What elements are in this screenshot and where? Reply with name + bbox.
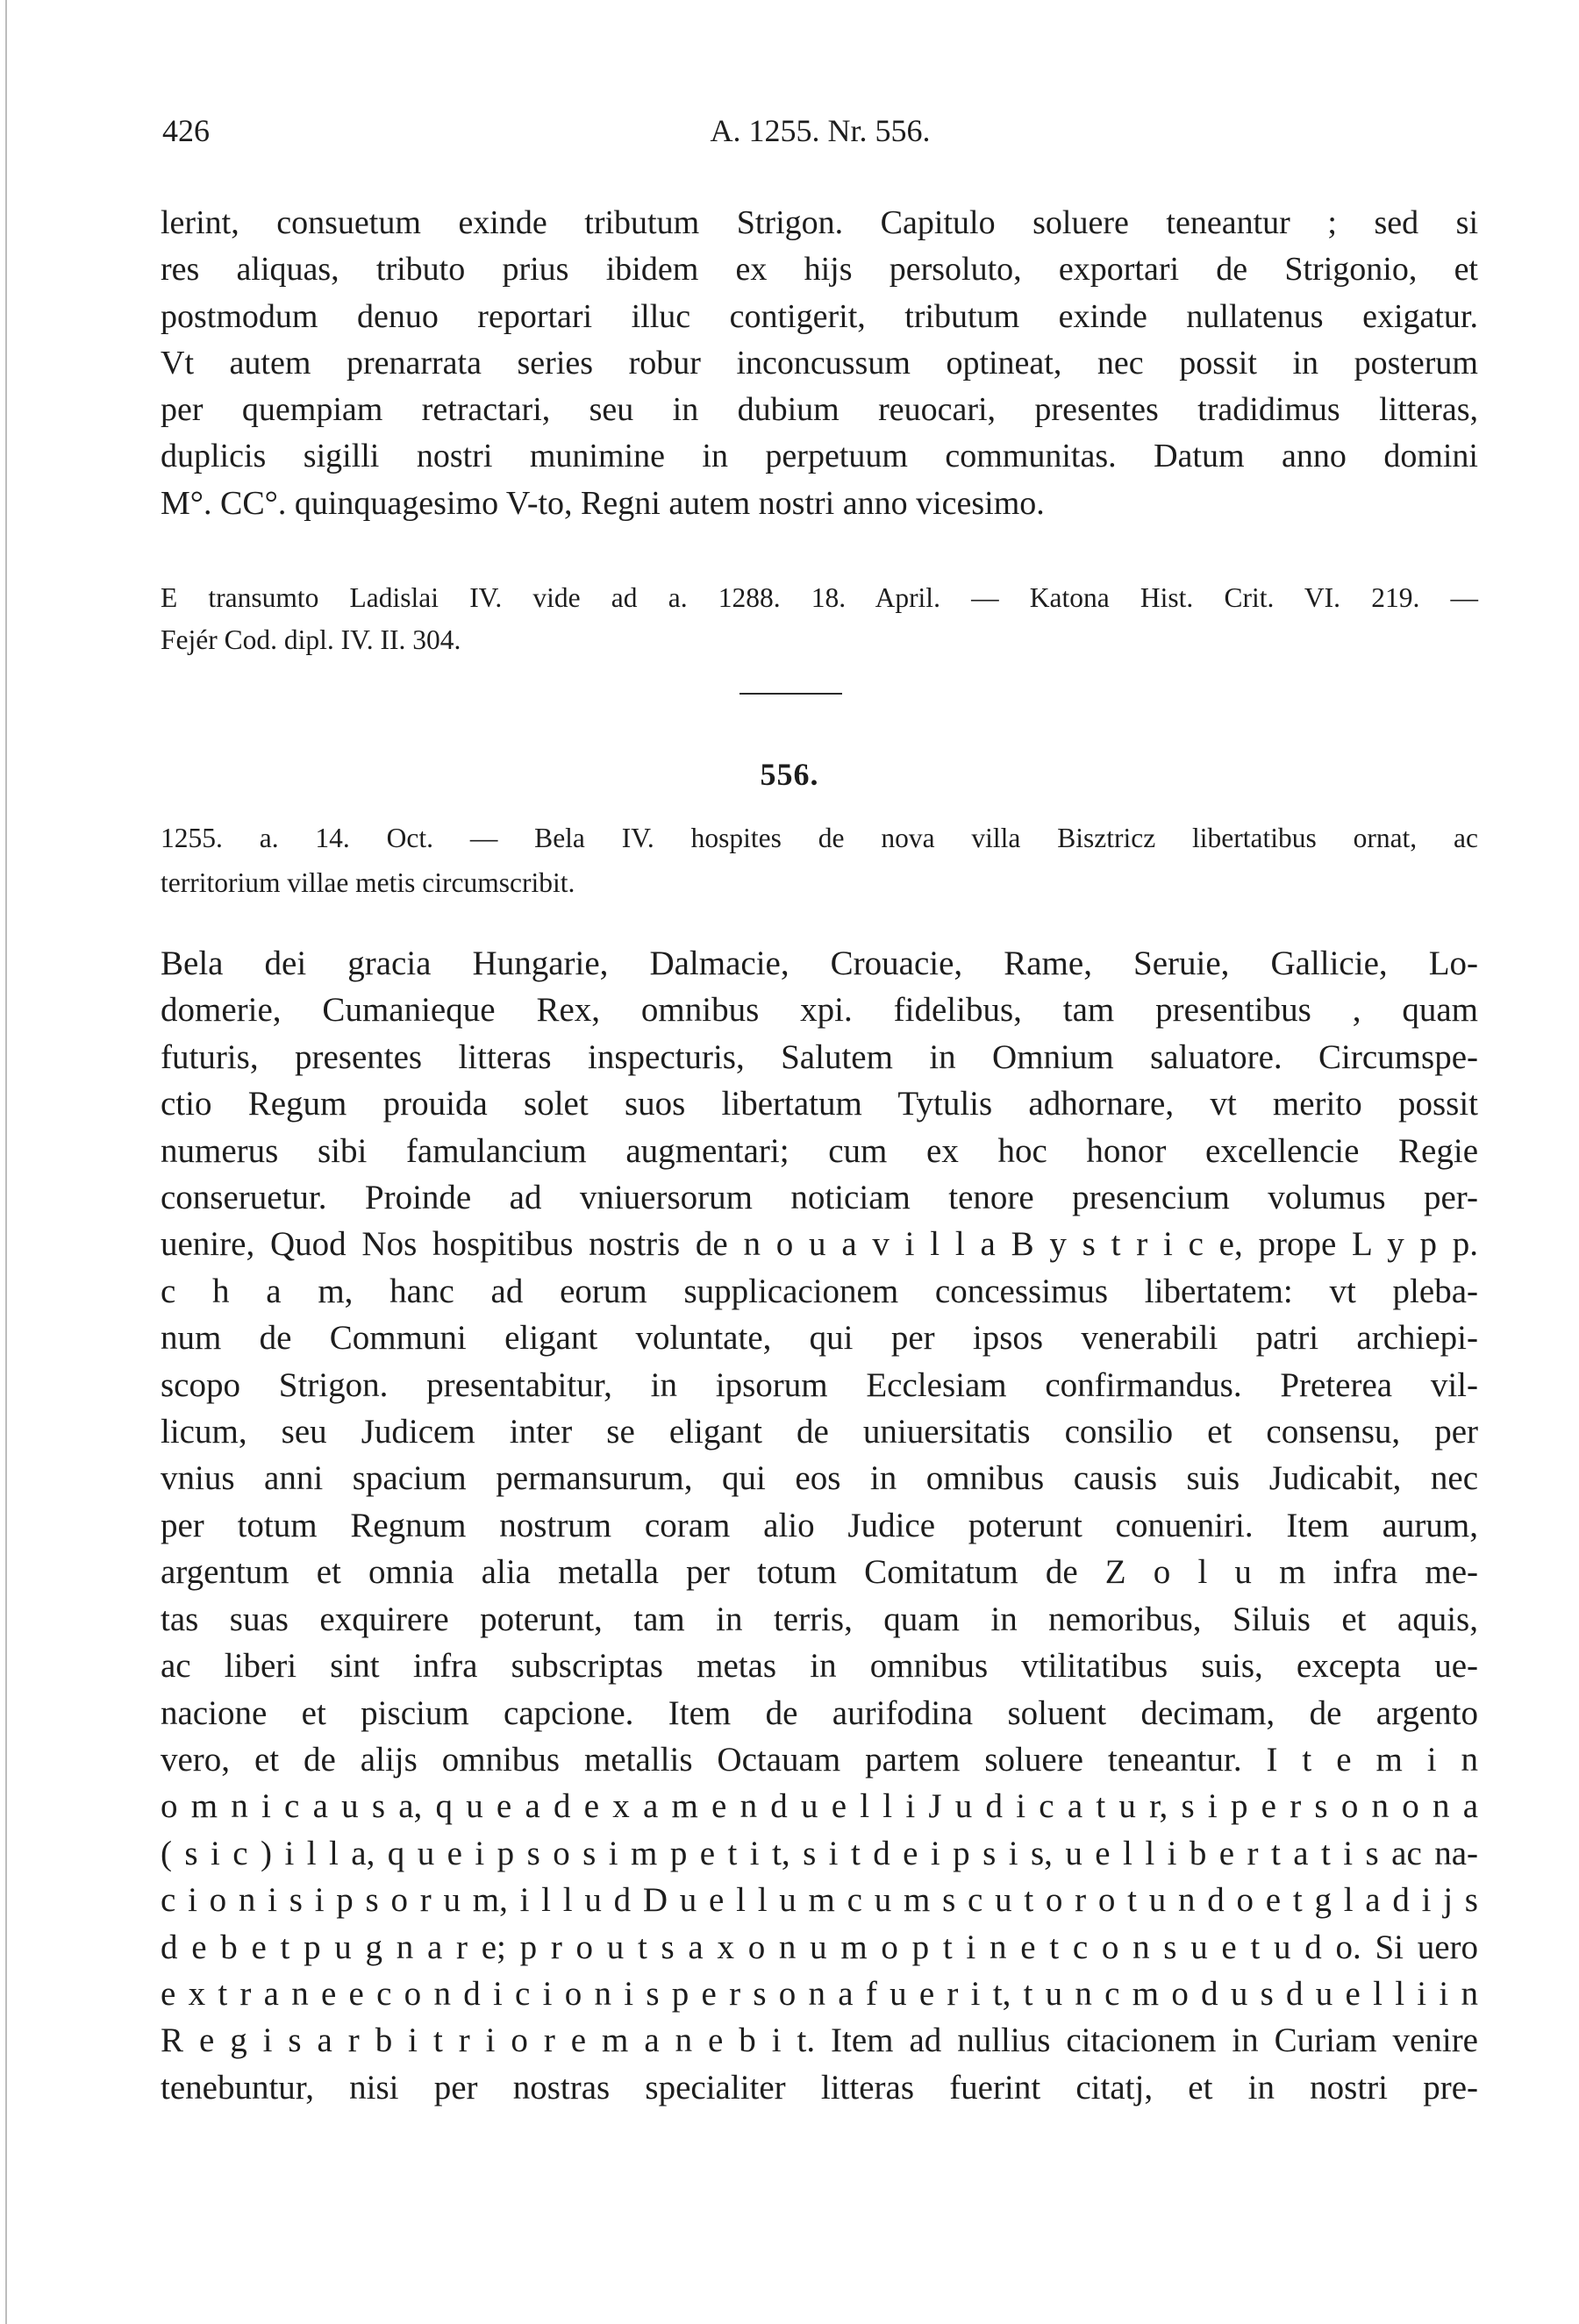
text-line: Vt autem prenarrata series robur inconcussum optineat, nec possit in posterum xyxy=(161,344,1478,381)
text-line: ( s i c ) i l l a, q u e i p s o s i m p e t i t, s i t d e i p s i s, u e l l i b e r t a t i s ac na- xyxy=(161,1834,1478,1872)
text-line: licum, seu Judicem inter se eligant de uniuersitatis consilio et consensu, per xyxy=(161,1413,1478,1451)
text-line: conseruetur. Proinde ad vniuersorum noticiam tenore presencium volumus per- xyxy=(161,1179,1478,1217)
text-line: per totum Regnum nostrum coram alio Judice poterunt conueniri. Item aurum, xyxy=(161,1506,1478,1544)
text-line: tenebuntur, nisi per nostras specialiter litteras fuerint citatj, et in nostri pre- xyxy=(161,2068,1478,2107)
text-line: nacione et piscium capcione. Item de aurifodina soluent decimam, de argento xyxy=(161,1693,1478,1732)
text-line: futuris, presentes litteras inspecturis, Salutem in Omnium saluatore. Circumspe- xyxy=(161,1037,1478,1076)
section-divider xyxy=(739,693,842,695)
source-note-line: E transumto Ladislai IV. vide ad a. 1288. 18. April. — Katona Hist. Crit. VI. 219. — xyxy=(161,582,1478,613)
text-line: Bela dei gracia Hungarie, Dalmacie, Crouacie, Rame, Seruie, Gallicie, Lo- xyxy=(161,945,1478,982)
text-line: tas suas exquirere poterunt, tam in terris, quam in nemoribus, Siluis et aquis, xyxy=(161,1600,1478,1638)
text-line: scopo Strigon. presentabitur, in ipsorum Ecclesiam confirmandus. Preterea vil- xyxy=(161,1365,1478,1404)
text-line: num de Communi eligant voluntate, qui per ipsos venerabili patri archiepi- xyxy=(161,1319,1478,1358)
text-line: o m n i c a u s a, q u e a d e x a m e n d u e l l i J u d i c a t u r, s i p e r s o n o n a xyxy=(161,1787,1478,1826)
source-note-line: Fejér Cod. dipl. IV. II. 304. xyxy=(161,624,461,655)
previous-charter-text xyxy=(161,200,1478,527)
text-line: per quempiam retractari, seu in dubium reuocari, presentes tradidimus litteras, xyxy=(161,391,1478,429)
running-title: A. 1255. Nr. 556. xyxy=(710,113,931,148)
text-line: domerie, Cumanieque Rex, omnibus xpi. fidelibus, tam presentibus , quam xyxy=(161,991,1478,1030)
page-edge-rule xyxy=(5,0,7,2324)
text-line: e x t r a n e e c o n d i c i o n i s p e r s o n a f u e r i t, t u n c m o d u s d u e l l i i n xyxy=(161,1974,1478,2013)
charter-summary xyxy=(161,816,1478,905)
text-line: c h a m, hanc ad eorum supplicacionem concessimus libertatem: vt pleba- xyxy=(161,1272,1478,1310)
charter-text xyxy=(161,940,1478,2111)
charter-number: 556. xyxy=(760,757,819,792)
summary-line: 1255. a. 14. Oct. — Bela IV. hospites de nova villa Bisztricz libertatibus ornat, ac xyxy=(161,823,1478,853)
text-line: vero, et de alijs omnibus metallis Octauam partem soluere teneantur. I t e m i n xyxy=(161,1740,1478,1779)
text-line: R e g i s a r b i t r i o r e m a n e b i t. Item ad nullius citacionem in Curiam venire xyxy=(161,2021,1478,2060)
text-line: postmodum denuo reportari illuc contigerit, tributum exinde nullatenus exigatur. xyxy=(161,297,1478,335)
text-line: lerint, consuetum exinde tributum Strigon. Capitulo soluere teneantur ; sed si xyxy=(161,204,1478,241)
summary-line: territorium villae metis circumscribit. xyxy=(161,867,575,898)
page-number: 426 xyxy=(162,113,210,148)
text-line: d e b e t p u g n a r e; p r o u t s a x o n u m o p t i n e t c o n s u e t u d o. Si uero xyxy=(161,1928,1478,1966)
text-line: ctio Regum prouida solet suos libertatum Tytulis adhornare, vt merito possit xyxy=(161,1085,1478,1123)
page-header xyxy=(162,112,1478,165)
text-line: duplicis sigilli nostri munimine in perpetuum communitas. Datum anno domini xyxy=(161,438,1478,475)
text-line: M°. CC°. quinquagesimo V-to, Regni autem nostri anno vicesimo. xyxy=(161,484,1045,522)
text-line: c i o n i s i p s o r u m, i l l u d D u e l l u m c u m s c u t o r o t u n d o e t g l a d i j s xyxy=(161,1881,1478,1920)
text-line: vnius anni spacium permansurum, qui eos in omnibus causis suis Judicabit, nec xyxy=(161,1459,1478,1498)
text-line: ac liberi sint infra subscriptas metas in omnibus vtilitatibus suis, excepta ue- xyxy=(161,1647,1478,1686)
text-line: numerus sibi famulancium augmentari; cum ex hoc honor excellencie Regie xyxy=(161,1131,1478,1170)
text-line: res aliquas, tributo prius ibidem ex hijs persoluto, exportari de Strigonio, et xyxy=(161,251,1478,289)
source-note xyxy=(161,577,1478,661)
text-line: uenire, Quod Nos hospitibus nostris de n o u a v i l l a B y s t r i c e, prope L y p p. xyxy=(161,1225,1478,1264)
text-line: argentum et omnia alia metalla per totum Comitatum de Z o l u m infra me- xyxy=(161,1553,1478,1592)
